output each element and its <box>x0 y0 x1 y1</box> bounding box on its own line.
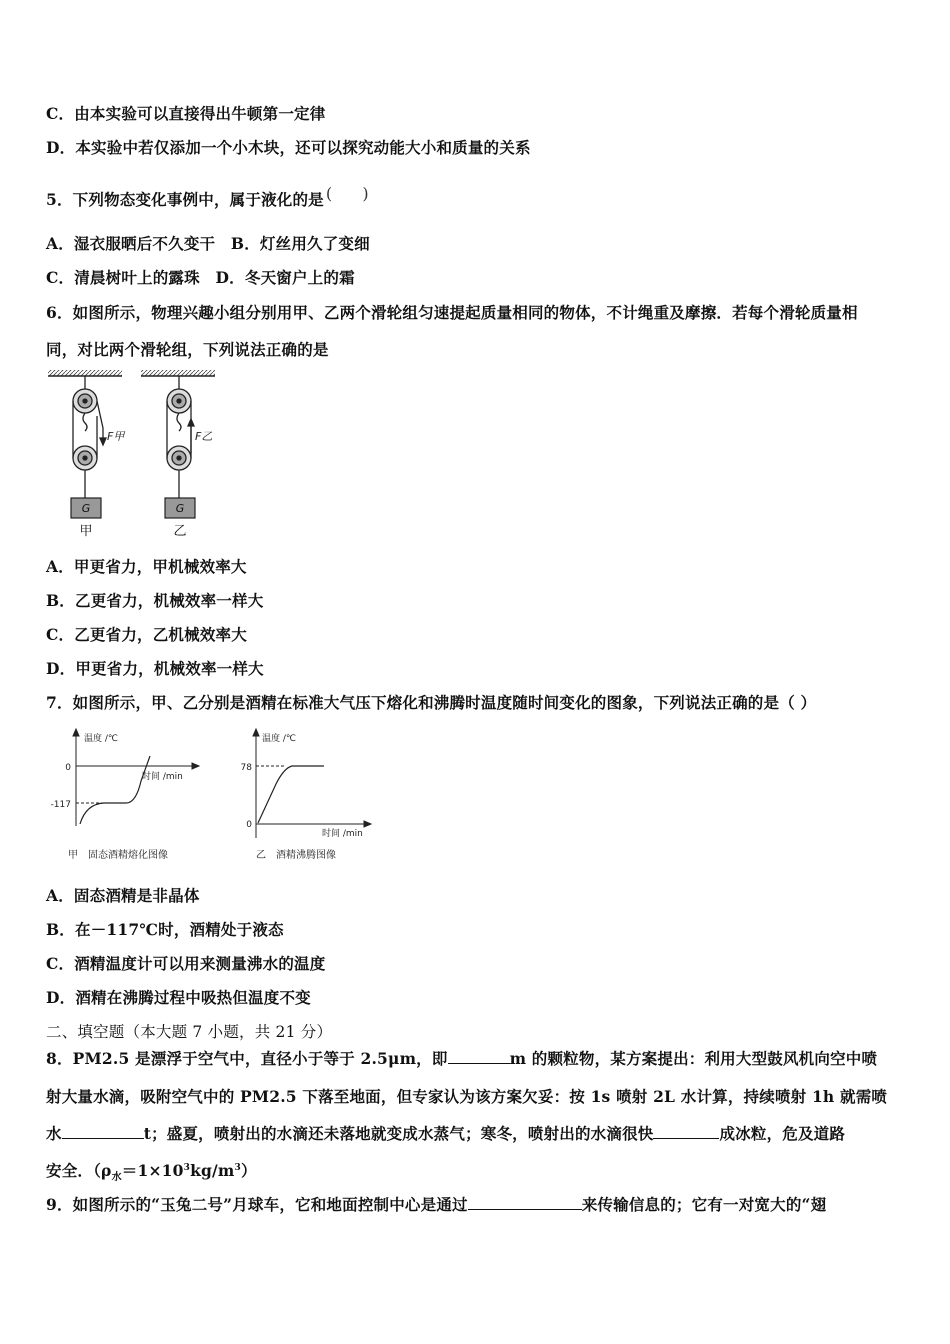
q8-exp: 3 <box>183 1162 191 1173</box>
q8-line1-a: 8．PM2.5 是漂浮于空气中，直径小于等于 2.5μm，即 <box>46 1049 448 1068</box>
q5-stem-text: 5．下列物态变化事例中，属于液化的是 <box>46 190 324 209</box>
q5-bracket-close: ) <box>362 184 369 203</box>
melting-ylabel: 温度 /℃ <box>84 734 119 744</box>
q8-line4-a: 安全．（ρ <box>46 1161 112 1180</box>
q9-line1-b: 来传输信息的；它有一对宽大的“翅 <box>581 1195 827 1214</box>
q8-line2: 射大量水滴，吸附空气中的 PM2.5 下落至地面，但专家认为该方案欠妥：按 1s 喷射 2L 水计算，持续喷射 1h 就需喷 <box>46 1087 888 1106</box>
q8-line3-a: 水 <box>46 1124 62 1143</box>
section-title: 二、填空题（本大题 7 小题，共 21 分） <box>46 1023 333 1041</box>
ceiling-a <box>48 370 122 376</box>
q6-option-d: D．甲更省力，机械效率一样大 <box>46 659 264 678</box>
q6-option-b: B．乙更省力，机械效率一样大 <box>46 591 264 610</box>
q6-option-a: A．甲更省力，甲机械效率大 <box>46 557 247 576</box>
q8-blank-2[interactable] <box>62 1124 144 1139</box>
q8-blank-3[interactable] <box>653 1124 719 1139</box>
q4-option-d: D．本实验中若仅添加一个小木块，还可以探究动能大小和质量的关系 <box>46 138 531 157</box>
q8-line1 <box>46 1047 877 1069</box>
boiling-graph <box>230 726 380 866</box>
q4-option-c: C．由本实验可以直接得出牛顿第一定律 <box>46 104 326 123</box>
force-label-b: F乙 <box>195 430 213 443</box>
q5-options-cd: C．清晨树叶上的露珠 D．冬天窗户上的霜 <box>46 268 355 287</box>
q5-options-ab: A．湿衣服晒后不久变干 B．灯丝用久了变细 <box>46 234 370 253</box>
q9-line1 <box>46 1193 826 1215</box>
caption-a: 甲 <box>79 524 93 539</box>
q8-line1-b: m 的颗粒物，某方案提出：利用大型鼓风机向空中喷 <box>509 1049 878 1068</box>
q7-option-b: B．在－117℃时，酒精处于液态 <box>46 920 284 939</box>
q6-option-c: C．乙更省力，乙机械效率大 <box>46 625 247 644</box>
pulley-figure <box>45 368 225 540</box>
q8-rho-sub: 水 <box>111 1172 122 1184</box>
q7-option-d: D．酒精在沸腾过程中吸热但温度不变 <box>46 988 311 1007</box>
q6-stem-line1: 6．如图所示，物理兴趣小组分别用甲、乙两个滑轮组匀速提起质量相同的物体，不计绳重及摩擦．若每个滑轮质量相 <box>46 303 858 322</box>
boiling-caption: 乙 酒精沸腾图像 <box>256 850 336 861</box>
melting-tick-zero: 0 <box>65 763 71 773</box>
q8-blank-1[interactable] <box>448 1049 510 1064</box>
ceiling-b <box>141 370 215 376</box>
q5-stem <box>46 184 369 210</box>
q8-line4-c: ＝1×10 <box>121 1161 184 1180</box>
q8-line4-g: ） <box>241 1161 257 1180</box>
q8-line3 <box>46 1122 845 1144</box>
force-label-a: F甲 <box>107 430 125 443</box>
q8-line3-c: 成冰粒，危及道路 <box>719 1124 846 1143</box>
melting-tick-low: -117 <box>50 800 71 810</box>
pulley-system-b <box>167 376 194 498</box>
q8-unit-exp: 3 <box>234 1162 241 1173</box>
melting-xlabel: 时间 /min <box>142 772 183 782</box>
melting-graph <box>44 726 204 866</box>
caption-b: 乙 <box>173 524 187 539</box>
boiling-tick-zero: 0 <box>246 820 252 830</box>
weight-label-a: G <box>81 502 91 515</box>
boiling-xlabel: 时间 /min <box>322 829 363 839</box>
q6-stem-line2: 同，对比两个滑轮组，下列说法正确的是 <box>46 340 329 359</box>
q7-option-a: A．固态酒精是非晶体 <box>46 886 200 905</box>
pulley-system-a <box>73 376 106 498</box>
boiling-ylabel: 温度 /℃ <box>262 734 297 744</box>
q8-line4 <box>46 1159 257 1183</box>
q8-line3-b: t；盛夏，喷射出的水滴还未落地就变成水蒸气；寒冬，喷射出的水滴很快 <box>143 1124 654 1143</box>
melting-caption: 甲 固态酒精熔化图像 <box>68 850 168 861</box>
weight-label-b: G <box>175 502 185 515</box>
boiling-tick-top: 78 <box>240 763 252 773</box>
q5-bracket-open: ( <box>325 184 333 203</box>
q9-blank-1[interactable] <box>468 1195 582 1210</box>
q8-line4-e: kg/m <box>190 1161 235 1180</box>
q7-option-c: C．酒精温度计可以用来测量沸水的温度 <box>46 954 326 973</box>
q9-line1-a: 9．如图所示的“玉兔二号”月球车，它和地面控制中心是通过 <box>46 1195 468 1214</box>
q7-stem: 7．如图所示，甲、乙分别是酒精在标准大气压下熔化和沸腾时温度随时间变化的图象，下列说法正确的是（ ） <box>46 693 817 712</box>
